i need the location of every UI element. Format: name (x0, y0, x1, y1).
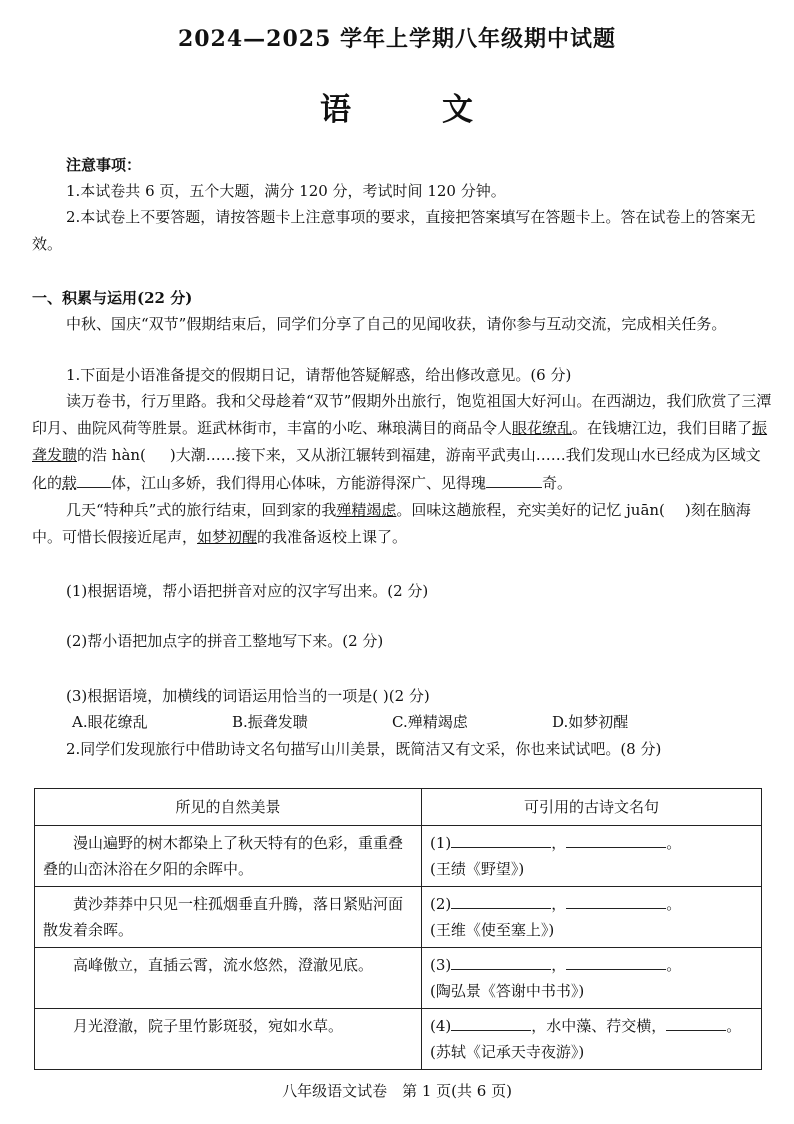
quote-source: (王维《使至塞上》) (430, 921, 555, 939)
sub-question-2: (2)帮小语把加点字的拼音工整地写下来。(2 分) (66, 632, 384, 650)
table-row (35, 887, 762, 948)
underlined-word-2: 振聋发聩 (32, 419, 768, 464)
table-header-scene: 所见的自然美景 (35, 789, 422, 826)
table-header-row (35, 789, 762, 826)
section-1-intro: 中秋、国庆“双节”假期结束后，同学们分享了自己的见闻收获，请你参与互动交流，完成相关任务。 (66, 315, 727, 333)
option-c: C.殚精竭虑 (392, 713, 468, 731)
sub-question-3: (3)根据语境，加横线的词语运用恰当的一项是( )(2 分) (66, 687, 430, 705)
scene-cell: 漫山遍野的树木都染上了秋天特有的色彩，重重叠叠的山峦沐浴在夕阳的余晖中。 (35, 826, 422, 887)
scene-cell: 黄沙莽莽中只见一柱孤烟垂直升腾，落日紧贴河面散发着余晖。 (35, 887, 422, 948)
table-row (35, 1009, 762, 1070)
underlined-word-1: 眼花缭乱 (512, 419, 573, 437)
table-row (35, 826, 762, 887)
section-1-title: 一、积累与运用(22 分) (32, 289, 193, 307)
quote-cell: (4) ，水中藻、荇交横， 。 (苏轼《记承天寺夜游》) (422, 1009, 762, 1070)
sub-question-1: (1)根据语境，帮小语把拼音对应的汉字写出来。(2 分) (66, 582, 429, 600)
question-2: 2.同学们发现旅行中借助诗文名句描写山川美景，既简洁又有文采，你也来试试吧。(8 分) (66, 740, 662, 758)
answer-options (72, 709, 772, 736)
scene-cell: 月光澄澈，院子里竹影斑驳，宛如水草。 (35, 1009, 422, 1070)
exam-title: 2024—2025 学年上学期八年级期中试题 (177, 26, 617, 52)
quote-cell: (1) ， 。 (王绩《野望》) (422, 826, 762, 887)
table-row (35, 948, 762, 1009)
note-item-2: 2.本试卷上不要答题，请按答题卡上注意事项的要求，直接把答案填写在答题卡上。答在试卷上的答案无效。 (32, 208, 756, 253)
question-1: 1.下面是小语准备提交的假期日记，请帮他答疑解惑，给出修改意见。(6 分) (66, 366, 572, 384)
option-d: D.如梦初醒 (552, 713, 629, 731)
quote-cell: (2) ， 。 (王维《使至塞上》) (422, 887, 762, 948)
quote-source: (王绩《野望》) (430, 860, 525, 878)
underlined-word-4: 如梦初醒 (197, 528, 258, 546)
notes-heading: 注意事项： (66, 156, 142, 174)
poem-table (34, 788, 762, 1070)
quote-source: (陶弘景《答谢中书书》) (430, 982, 585, 1000)
dotted-char-1: 载 (62, 474, 78, 492)
table-header-quote: 可引用的古诗文名句 (422, 789, 762, 826)
option-b: B.振聋发聩 (232, 713, 308, 731)
page-footer: 八年级语文试卷 第 1 页(共 6 页) (282, 1082, 512, 1100)
diary-paragraph-2: 几天“特种兵”式的旅行结束，回到家的我殚精竭虑。回味这趟旅程，充实美好的记忆 juān( )刻在脑海中。可惜长假接近尾声，如梦初醒的我准备返校上课了。 (32, 501, 751, 546)
quote-source: (苏轼《记承天寺夜游》) (430, 1043, 585, 1061)
diary-paragraph-1: 读万卷书，行万里路。我和父母趁着“双节”假期外出旅行，饱览祖国大好河山。在西湖边，我们欣赏了三潭印月、曲院风荷等胜景。逛武林街市，丰富的小吃、琳琅满目的商品令人眼花缭乱。在钱塘江边，我们目睹了振聋发聩的浩 hàn( )大潮……接下来，又从浙江辗转到福建，游南平武夷山……我们发现山水已经成为区域文化的载 体，江山多娇，我们得用心体味，方能游得深广、见得瑰 奇。 (32, 392, 772, 492)
subject-title (0, 84, 794, 129)
subject-char-2: 文 (442, 92, 474, 128)
diary-text (32, 388, 772, 551)
subject-char-1: 语 (320, 92, 352, 128)
quote-cell: (3) ， 。 (陶弘景《答谢中书书》) (422, 948, 762, 1009)
option-a: A.眼花缭乱 (72, 713, 148, 731)
underlined-word-3: 殚精竭虑 (336, 501, 397, 519)
scene-cell: 高峰傲立，直插云霄，流水悠然，澄澈见底。 (35, 948, 422, 1009)
note-item-1: 1.本试卷共 6 页，五个大题，满分 120 分，考试时间 120 分钟。 (66, 182, 506, 200)
